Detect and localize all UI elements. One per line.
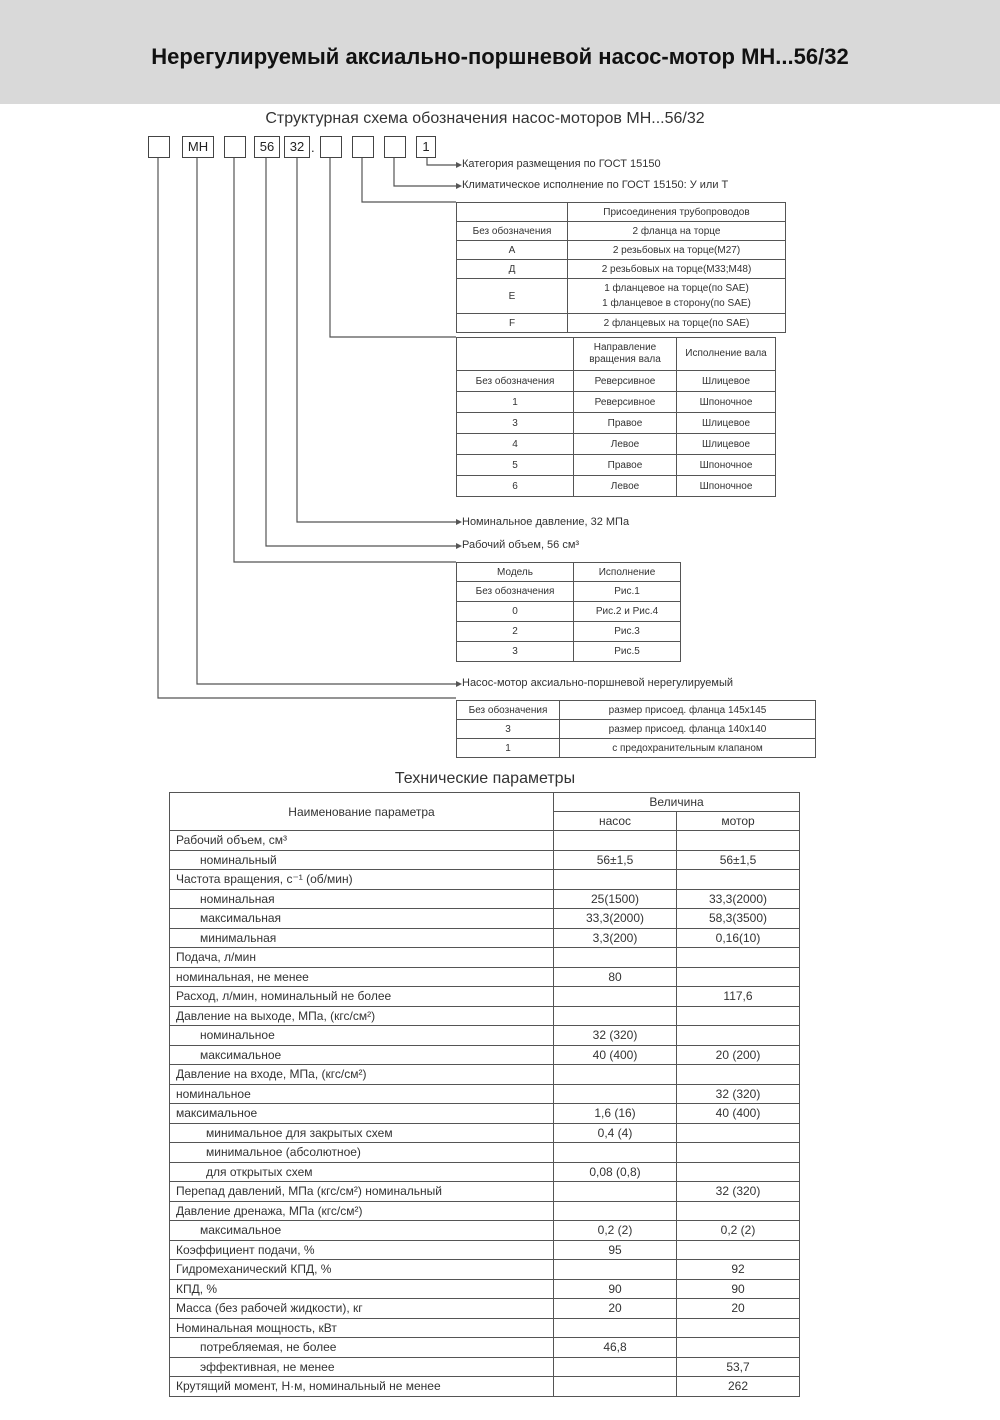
motor-value: 40 (400) <box>677 1104 800 1124</box>
table-row <box>457 371 776 392</box>
pump-value: 56±1,5 <box>554 850 677 870</box>
pump-value <box>554 948 677 968</box>
flange-code: 1 <box>457 739 560 758</box>
param-name: Давление дренажа, МПа (кгс/см²) <box>170 1201 554 1221</box>
table-row <box>170 1162 800 1182</box>
motor-value: 0,16(10) <box>677 928 800 948</box>
pump-value <box>554 1260 677 1280</box>
rotation-header: Направление вращения вала <box>574 338 677 371</box>
pipe-code: F <box>457 314 568 333</box>
table-row <box>170 870 800 890</box>
param-name: эффективная, не менее <box>170 1357 554 1377</box>
table-row <box>457 241 786 260</box>
table-row <box>170 850 800 870</box>
param-name: Крутящий момент, Н·м, номинальный не менее <box>170 1377 554 1397</box>
shaft-type: Шпоночное <box>677 392 776 413</box>
flange-desc: размер присоед. фланца 140х140 <box>560 720 816 739</box>
table-row <box>170 889 800 909</box>
param-name: номинальный <box>170 850 554 870</box>
label-pump-motor: Насос-мотор аксиально-поршневой нерегулируемый <box>462 677 734 689</box>
pump-value <box>554 1201 677 1221</box>
model-fig: Рис.5 <box>574 642 681 662</box>
pipe-desc: 1 фланцевое на торце(по SAE) 1 фланцевое в сторону(по SAE) <box>568 279 786 314</box>
col-pump-header: насос <box>554 812 677 831</box>
table-row <box>457 392 776 413</box>
motor-value: 92 <box>677 1260 800 1280</box>
pipe-code: Без обозначения <box>457 222 568 241</box>
table-row <box>457 314 786 333</box>
pipe-code: А <box>457 241 568 260</box>
rotation-code: 1 <box>457 392 574 413</box>
table-row <box>170 1240 800 1260</box>
pump-value: 95 <box>554 1240 677 1260</box>
motor-value <box>677 1006 800 1026</box>
motor-value <box>677 1338 800 1358</box>
motor-value <box>677 1318 800 1338</box>
table-row <box>170 1377 800 1397</box>
tech-params-table <box>169 792 800 1397</box>
table-row <box>170 1260 800 1280</box>
scheme-title: Структурная схема обозначения насос-моторов МН...56/32 <box>265 110 705 127</box>
table-row <box>170 1065 800 1085</box>
table-row <box>457 455 776 476</box>
label-category: Категория размещения по ГОСТ 15150 <box>462 158 661 170</box>
param-name: номинальная, не менее <box>170 967 554 987</box>
rotation-code: 3 <box>457 413 574 434</box>
table-row <box>457 222 786 241</box>
pump-value <box>554 1182 677 1202</box>
motor-value: 262 <box>677 1377 800 1397</box>
shaft-type: Шпоночное <box>677 455 776 476</box>
table-row <box>457 739 816 758</box>
model-fig: Рис.2 и Рис.4 <box>574 602 681 622</box>
pipe-code: Д <box>457 260 568 279</box>
pump-value <box>554 870 677 890</box>
param-name: Гидромеханический КПД, % <box>170 1260 554 1280</box>
col-motor-header: мотор <box>677 812 800 831</box>
model-fig: Рис.1 <box>574 582 681 602</box>
param-name: номинальная <box>170 889 554 909</box>
param-name: минимальное для закрытых схем <box>170 1123 554 1143</box>
pump-value <box>554 1377 677 1397</box>
motor-value <box>677 1065 800 1085</box>
motor-value: 20 <box>677 1299 800 1319</box>
pipe-desc: 2 резьбовых на торце(М33;М48) <box>568 260 786 279</box>
table-row <box>170 1084 800 1104</box>
model-exec-header: Исполнение <box>574 563 681 582</box>
pump-value <box>554 1006 677 1026</box>
pump-value <box>554 1357 677 1377</box>
pump-value: 1,6 (16) <box>554 1104 677 1124</box>
motor-value: 32 (320) <box>677 1182 800 1202</box>
motor-value <box>677 1123 800 1143</box>
motor-value <box>677 1143 800 1163</box>
pump-value: 3,3(200) <box>554 928 677 948</box>
code-box-9: 1 <box>416 136 436 158</box>
table-row <box>170 928 800 948</box>
motor-value <box>677 1201 800 1221</box>
motor-value <box>677 1026 800 1046</box>
flange-code: 3 <box>457 720 560 739</box>
table-row <box>170 1045 800 1065</box>
label-pressure: Номинальное давление, 32 МПа <box>462 516 630 528</box>
pipe-desc: 2 резьбовых на торце(М27) <box>568 241 786 260</box>
pipe-table-header: Присоединения трубопроводов <box>568 203 786 222</box>
code-box-56: 56 <box>254 136 280 158</box>
shaft-type: Шлицевое <box>677 413 776 434</box>
table-row <box>457 582 681 602</box>
model-code: 3 <box>457 642 574 662</box>
param-name: максимальное <box>170 1221 554 1241</box>
table-row <box>170 909 800 929</box>
table-row <box>170 967 800 987</box>
pump-value <box>554 1065 677 1085</box>
motor-value: 53,7 <box>677 1357 800 1377</box>
col-name-header: Наименование параметра <box>170 793 554 831</box>
model-fig: Рис.3 <box>574 622 681 642</box>
motor-value: 0,2 (2) <box>677 1221 800 1241</box>
param-name: максимальное <box>170 1045 554 1065</box>
table-row <box>457 476 776 497</box>
pump-value <box>554 1084 677 1104</box>
param-name: Номинальная мощность, кВт <box>170 1318 554 1338</box>
model-code: 0 <box>457 602 574 622</box>
param-name: минимальное (абсолютное) <box>170 1143 554 1163</box>
table-row <box>170 1357 800 1377</box>
motor-value: 56±1,5 <box>677 850 800 870</box>
table-row <box>457 701 816 720</box>
rotation-code: 4 <box>457 434 574 455</box>
motor-value <box>677 948 800 968</box>
pump-value: 90 <box>554 1279 677 1299</box>
motor-value: 20 (200) <box>677 1045 800 1065</box>
table-row <box>170 831 800 851</box>
pump-value: 40 (400) <box>554 1045 677 1065</box>
table-row <box>170 1221 800 1241</box>
table-row <box>457 642 681 662</box>
table-row <box>457 260 786 279</box>
pipe-desc: 2 фланцевых на торце(по SAE) <box>568 314 786 333</box>
rotation-code: 5 <box>457 455 574 476</box>
table-row <box>457 720 816 739</box>
flange-desc: с предохранительным клапаном <box>560 739 816 758</box>
param-name: Коэффициент подачи, % <box>170 1240 554 1260</box>
table-row <box>170 1143 800 1163</box>
param-name: минимальная <box>170 928 554 948</box>
param-name: Расход, л/мин, номинальный не более <box>170 987 554 1007</box>
motor-value: 117,6 <box>677 987 800 1007</box>
col-value-header: Величина <box>554 793 800 812</box>
param-name: Перепад давлений, МПа (кгс/см²) номинальный <box>170 1182 554 1202</box>
param-name: потребляемая, не более <box>170 1338 554 1358</box>
code-box-mh: МН <box>182 136 214 158</box>
rotation-dir: Левое <box>574 476 677 497</box>
rotation-dir: Реверсивное <box>574 371 677 392</box>
model-code: Без обозначения <box>457 582 574 602</box>
pump-value: 0,08 (0,8) <box>554 1162 677 1182</box>
pump-value <box>554 1318 677 1338</box>
table-row <box>170 1182 800 1202</box>
table-row <box>457 413 776 434</box>
label-climate: Климатическое исполнение по ГОСТ 15150: У или Т <box>462 179 729 191</box>
pump-value: 0,2 (2) <box>554 1221 677 1241</box>
param-name: Подача, л/мин <box>170 948 554 968</box>
rotation-table <box>456 337 776 497</box>
param-name: номинальное <box>170 1026 554 1046</box>
rotation-dir: Реверсивное <box>574 392 677 413</box>
pipe-connection-table <box>456 202 786 333</box>
flange-table <box>456 700 816 758</box>
pump-value: 0,4 (4) <box>554 1123 677 1143</box>
param-name: Масса (без рабочей жидкости), кг <box>170 1299 554 1319</box>
param-name: максимальное <box>170 1104 554 1124</box>
rotation-code: 6 <box>457 476 574 497</box>
motor-value <box>677 870 800 890</box>
pipe-code: Е <box>457 279 568 314</box>
motor-value <box>677 1162 800 1182</box>
model-header: Модель <box>457 563 574 582</box>
table-row <box>170 1318 800 1338</box>
rotation-dir: Правое <box>574 455 677 476</box>
shaft-type: Шпоночное <box>677 476 776 497</box>
flange-desc: размер присоед. фланца 145х145 <box>560 701 816 720</box>
table-row <box>170 1201 800 1221</box>
pump-value: 20 <box>554 1299 677 1319</box>
motor-value: 58,3(3500) <box>677 909 800 929</box>
motor-value <box>677 967 800 987</box>
param-name: номинальное <box>170 1084 554 1104</box>
param-name: Давление на выходе, МПа, (кгс/см²) <box>170 1006 554 1026</box>
table-row <box>170 1338 800 1358</box>
label-volume: Рабочий объем, 56 см³ <box>462 539 580 551</box>
table-row <box>170 1299 800 1319</box>
table-row <box>457 622 681 642</box>
motor-value <box>677 1240 800 1260</box>
motor-value <box>677 831 800 851</box>
pipe-desc: 2 фланца на торце <box>568 222 786 241</box>
shaft-type: Шлицевое <box>677 371 776 392</box>
table-row <box>170 1123 800 1143</box>
tech-title: Технические параметры <box>394 770 576 787</box>
pump-value: 46,8 <box>554 1338 677 1358</box>
param-name: максимальная <box>170 909 554 929</box>
model-table <box>456 562 681 662</box>
pump-value: 32 (320) <box>554 1026 677 1046</box>
param-name: Рабочий объем, см³ <box>170 831 554 851</box>
param-name: КПД, % <box>170 1279 554 1299</box>
rotation-dir: Левое <box>574 434 677 455</box>
pump-value: 80 <box>554 967 677 987</box>
rotation-code: Без обозначения <box>457 371 574 392</box>
table-row <box>170 1279 800 1299</box>
table-row <box>457 279 786 314</box>
pump-value: 25(1500) <box>554 889 677 909</box>
table-row <box>170 948 800 968</box>
table-row <box>457 434 776 455</box>
param-name: Частота вращения, с⁻¹ (об/мин) <box>170 870 554 890</box>
table-row <box>170 987 800 1007</box>
shaft-type: Шлицевое <box>677 434 776 455</box>
model-code: 2 <box>457 622 574 642</box>
motor-value: 33,3(2000) <box>677 889 800 909</box>
motor-value: 90 <box>677 1279 800 1299</box>
motor-value: 32 (320) <box>677 1084 800 1104</box>
code-box-32: 32 <box>284 136 310 158</box>
table-row <box>457 602 681 622</box>
pump-value <box>554 1143 677 1163</box>
table-row <box>170 1006 800 1026</box>
shaft-header: Исполнение вала <box>677 338 776 371</box>
flange-code: Без обозначения <box>457 701 560 720</box>
pump-value <box>554 831 677 851</box>
code-dot: . <box>311 140 315 155</box>
pump-value: 33,3(2000) <box>554 909 677 929</box>
rotation-dir: Правое <box>574 413 677 434</box>
table-row <box>170 1026 800 1046</box>
param-name: для открытых схем <box>170 1162 554 1182</box>
pump-value <box>554 987 677 1007</box>
table-row <box>170 1104 800 1124</box>
param-name: Давление на входе, МПа, (кгс/см²) <box>170 1065 554 1085</box>
page-title: Нерегулируемый аксиально-поршневой насос-мотор МН...56/32 <box>151 44 849 69</box>
